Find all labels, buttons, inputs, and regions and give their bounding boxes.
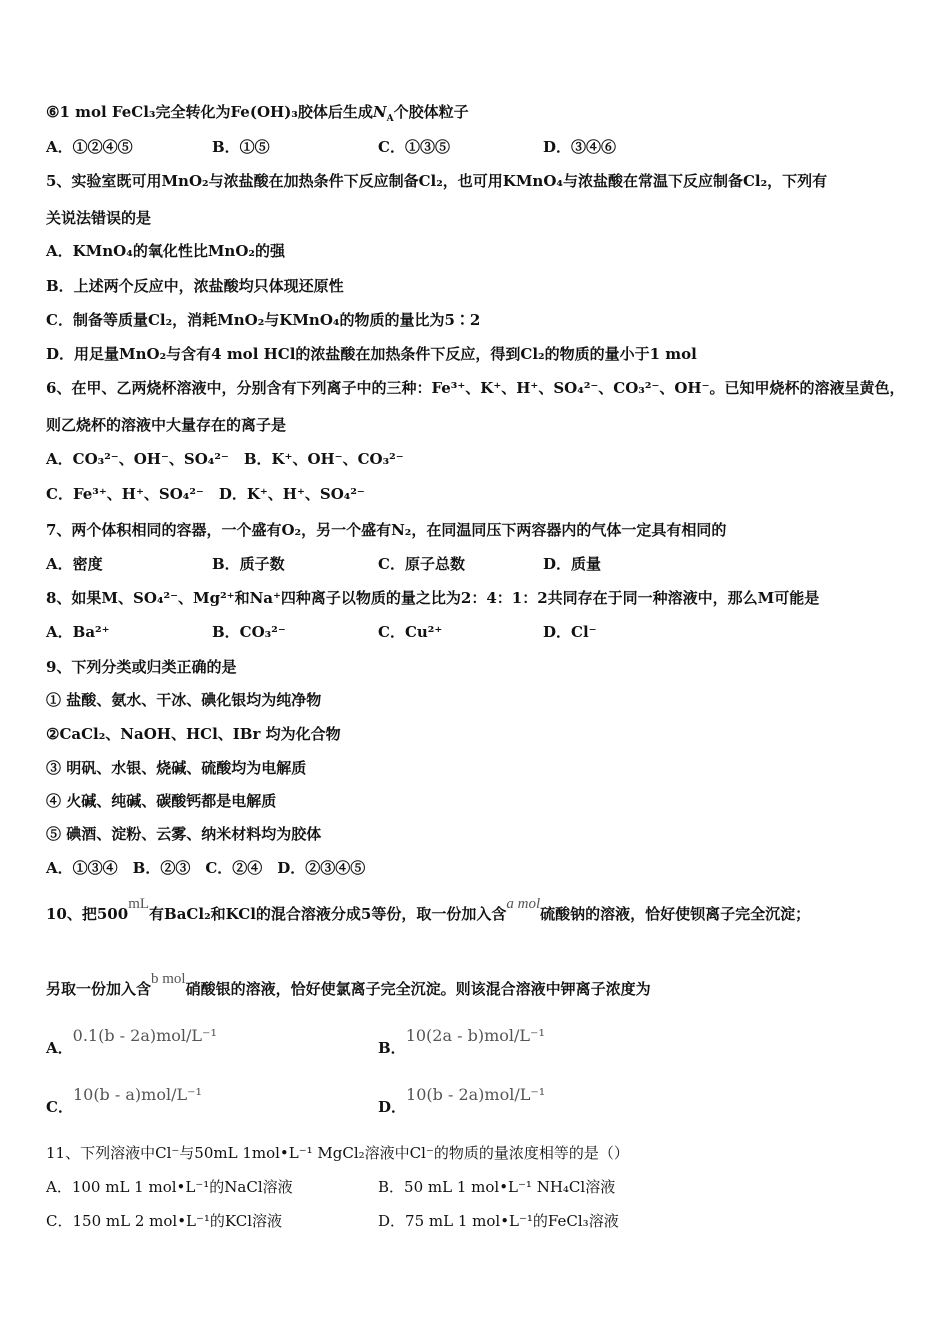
q10-option-a[interactable] xyxy=(46,1026,217,1057)
q10-unit-ml: mL xyxy=(128,896,150,912)
q9-stem: 9、下列分类或归类正确的是 xyxy=(46,658,237,676)
q4-option-d[interactable]: D．③④⑥ xyxy=(543,138,617,156)
q11-option-b[interactable]: B．50 mL 1 mol•L⁻¹ NH₄Cl溶液 xyxy=(378,1178,616,1196)
q7-option-d[interactable]: D．质量 xyxy=(543,555,602,573)
q5-option-c[interactable]: C．制备等质量Cl₂，消耗MnO₂与KMnO₄的物质的量比为5∶2 xyxy=(46,311,481,329)
q10-line2-part1: 另取一份加入含 xyxy=(46,980,152,998)
q7-stem: 7、两个体积相同的容器，一个盛有O₂，另一个盛有N₂，在同温同压下两容器内的气体一定具有相同的 xyxy=(46,521,727,539)
q9-item-3: ③ 明矾、水银、烧碱、硫酸均为电解质 xyxy=(46,759,307,777)
q8-option-d[interactable]: D．Cl⁻ xyxy=(543,623,597,641)
q10-part2: 有BaCl₂和KCl的混合溶液分成5等份，取一份加入含 xyxy=(149,905,507,923)
q10-option-d[interactable] xyxy=(378,1085,546,1116)
q4-option-b[interactable]: B．①⑤ xyxy=(212,138,270,156)
q8-stem: 8、如果M、SO₄²⁻、Mg²⁺和Na⁺四种离子以物质的量之比为2：4：1：2共同存在于同一种溶液中，那么M可能是 xyxy=(46,589,820,607)
q5-stem-line2: 关说法错误的是 xyxy=(46,209,152,227)
q11-option-d[interactable]: D．75 mL 1 mol•L⁻¹的FeCl₃溶液 xyxy=(378,1212,619,1230)
q10-option-d-expr: 10(b - 2a)mol/L⁻¹ xyxy=(406,1085,546,1104)
q9-item-4: ④ 火碱、纯碱、碳酸钙都是电解质 xyxy=(46,792,277,810)
q10-option-b-expr: 10(2a - b)mol/L⁻¹ xyxy=(405,1026,545,1045)
q4-item6-na: N xyxy=(372,103,387,121)
q9-options[interactable]: A．①③④ B．②③ C．②④ D．②③④⑤ xyxy=(46,859,366,877)
q4-item6 xyxy=(46,103,469,124)
q8-option-c[interactable]: C．Cu²⁺ xyxy=(378,623,443,641)
q6-options-row1[interactable]: A．CO₃²⁻、OH⁻、SO₄²⁻ B．K⁺、OH⁻、CO₃²⁻ xyxy=(46,450,404,468)
q4-item6-tail: 个胶体粒子 xyxy=(393,103,469,121)
q11-option-a[interactable]: A．100 mL 1 mol•L⁻¹的NaCl溶液 xyxy=(46,1178,293,1196)
q10-option-b-label: B． xyxy=(378,1039,406,1057)
q11-option-c[interactable]: C．150 mL 2 mol•L⁻¹的KCl溶液 xyxy=(46,1212,283,1230)
q5-option-a[interactable]: A．KMnO₄的氧化性比MnO₂的强 xyxy=(46,242,285,260)
q4-item6-na-sub: A xyxy=(386,114,394,124)
q10-option-b[interactable] xyxy=(378,1026,545,1057)
q11-stem: 11、下列溶液中Cl⁻与50mL 1mol•L⁻¹ MgCl₂溶液中Cl⁻的物质的量浓度相等的是（） xyxy=(46,1144,629,1162)
q10-a-mol: a mol xyxy=(506,896,541,912)
q8-option-b[interactable]: B．CO₃²⁻ xyxy=(212,623,286,641)
q7-option-a[interactable]: A．密度 xyxy=(46,555,103,573)
q10-option-c[interactable] xyxy=(46,1085,202,1116)
q10-b-mol: b mol xyxy=(151,971,186,987)
q9-item-2: ②CaCl₂、NaOH、HCl、IBr 均为化合物 xyxy=(46,725,341,743)
q10-option-c-expr: 10(b - a)mol/L⁻¹ xyxy=(72,1085,202,1104)
q10-stem-line1 xyxy=(46,896,811,924)
q10-part3: 硫酸钠的溶液，恰好使钡离子完全沉淀； xyxy=(540,905,811,923)
q5-option-b[interactable]: B．上述两个反应中，浓盐酸均只体现还原性 xyxy=(46,277,344,295)
q10-option-a-expr: 0.1(b - 2a)mol/L⁻¹ xyxy=(72,1026,217,1045)
q7-option-b[interactable]: B．质子数 xyxy=(212,555,285,573)
q4-item6-text: ⑥1 mol FeCl₃完全转化为Fe(OH)₃胶体后生成 xyxy=(46,103,373,121)
q4-option-a[interactable]: A．①②④⑤ xyxy=(46,138,133,156)
q10-line2-part2: 硝酸银的溶液，恰好使氯离子完全沉淀。则该混合溶液中钾离子浓度为 xyxy=(185,980,651,998)
q5-option-d[interactable]: D．用足量MnO₂与含有4 mol HCl的浓盐酸在加热条件下反应，得到Cl₂的物质的量小于1 mol xyxy=(46,345,697,363)
q10-part1: 10、把500 xyxy=(46,905,129,923)
q5-stem-line1: 5、实验室既可用MnO₂与浓盐酸在加热条件下反应制备Cl₂，也可用KMnO₄与浓盐酸在常温下反应制备Cl₂，下列有 xyxy=(46,172,828,190)
q6-stem-line2: 则乙烧杯的溶液中大量存在的离子是 xyxy=(46,416,287,434)
q4-option-c[interactable]: C．①③⑤ xyxy=(378,138,450,156)
q10-option-a-label: A． xyxy=(46,1039,73,1057)
q10-option-d-label: D． xyxy=(378,1098,407,1116)
q9-item-1: ① 盐酸、氨水、干冰、碘化银均为纯净物 xyxy=(46,691,322,709)
q10-stem-line2 xyxy=(46,971,651,999)
q10-option-c-label: C． xyxy=(46,1098,73,1116)
q9-item-5: ⑤ 碘酒、淀粉、云雾、纳米材料均为胶体 xyxy=(46,825,322,843)
q6-options-row2[interactable]: C．Fe³⁺、H⁺、SO₄²⁻ D．K⁺、H⁺、SO₄²⁻ xyxy=(46,485,365,503)
q8-option-a[interactable]: A．Ba²⁺ xyxy=(46,623,110,641)
q6-stem-line1: 6、在甲、乙两烧杯溶液中，分别含有下列离子中的三种：Fe³⁺、K⁺、H⁺、SO₄²⁻、CO₃²⁻、OH⁻。已知甲烧杯的溶液呈黄色， xyxy=(46,379,905,397)
q7-option-c[interactable]: C．原子总数 xyxy=(378,555,465,573)
